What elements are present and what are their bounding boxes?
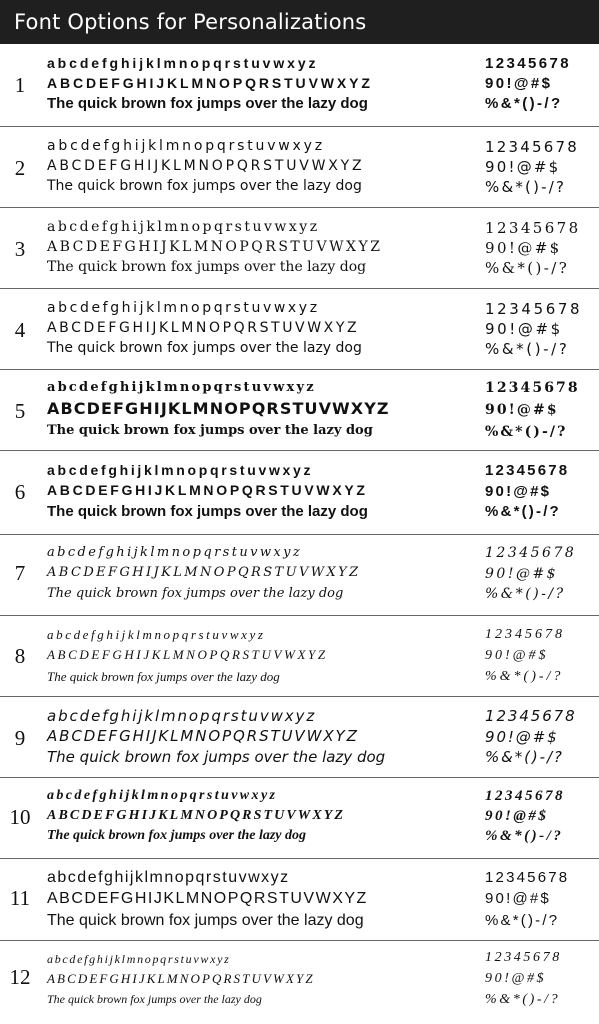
digits-sample: 12345678 [485,55,571,72]
digits-sample: 12345678 [485,380,580,396]
font-option-row-4 [0,289,599,370]
lowercase-sample: abcdefghijklmnopqrstuvwxyz [47,707,317,725]
lowercase-sample: abcdefghijklmnopqrstuvwxyz [47,952,231,966]
lowercase-sample: abcdefghijklmnopqrstuvwxyz [47,545,303,560]
uppercase-sample: ABCDEFGHIJKLMNOPQRSTUVWXYZ [47,320,360,336]
font-option-row-7 [0,535,599,616]
pangram-sample: The quick brown fox jumps over the lazy dog [47,178,362,194]
symbols-sample: %&*()-/? [485,424,568,440]
symbols-sample: %&*()-/? [485,748,564,766]
font-number: 6 [14,480,26,504]
uppercase-sample: ABCDEFGHIJKLMNOPQRSTUVWXYZ [47,890,368,907]
symbols-sample: %&*()-/? [485,828,564,844]
uppercase-sample: ABCDEFGHIJKLMNOPQRSTUVWXYZ [47,482,368,498]
font-option-row-3 [0,208,599,289]
digits-symbols-sample: 90!@#$ [485,75,553,92]
lowercase-sample: abcdefghijklmnopqrstuvwxyz [47,788,278,803]
digits-sample: 12345678 [485,788,565,804]
font-option-row-2 [0,127,599,208]
digits-symbols-sample: 90!@#$ [485,402,559,418]
digits-symbols-sample: 90!@#$ [485,483,552,500]
font-number: 4 [14,318,26,342]
digits-symbols-sample: 90!@#$ [485,648,549,663]
symbols-sample: %&*()-/? [485,95,563,112]
uppercase-sample: ABCDEFGHIJKLMNOPQRSTUVWXYZ [47,808,346,823]
lowercase-sample: abcdefghijklmnopqrstuvwxyz [47,869,290,886]
digits-sample: 12345678 [485,545,577,561]
pangram-sample: The quick brown fox jumps over the lazy dog [47,912,364,929]
font-option-row-10 [0,778,599,859]
pangram-sample: The quick brown fox jumps over the lazy dog [47,828,307,843]
page-title: Font Options for Personalizations [0,0,599,44]
digits-symbols-sample: 90!@#$ [485,808,549,824]
digits-symbols-sample: 90!@#$ [485,239,562,257]
font-number: 9 [14,726,26,750]
font-number: 3 [14,237,26,261]
font-number: 8 [14,644,26,668]
font-options-list [0,44,599,1024]
digits-symbols-sample: 90!@#$ [485,158,561,176]
digits-symbols-sample: 90!@#$ [485,566,559,582]
digits-symbols-sample: 90!@#$ [485,890,551,907]
font-number: 10 [9,805,31,829]
symbols-sample: %&*()-/? [485,503,561,520]
uppercase-sample: ABCDEFGHIJKLMNOPQRSTUVWXYZ [47,399,390,418]
lowercase-sample: abcdefghijklmnopqrstuvwxyz [47,380,316,395]
lowercase-sample: abcdefghijklmnopqrstuvwxyz [47,462,314,478]
uppercase-sample: ABCDEFGHIJKLMNOPQRSTUVWXYZ [47,158,365,174]
uppercase-sample: ABCDEFGHIJKLMNOPQRSTUVWXYZ [47,647,328,662]
digits-sample: 12345678 [485,300,583,318]
digits-symbols-sample: 90!@#$ [485,320,563,338]
symbols-sample: %&*()-/? [485,586,566,602]
digits-sample: 12345678 [485,462,570,479]
lowercase-sample: abcdefghijklmnopqrstuvwxyz [47,138,325,154]
symbols-sample: %&*()-/? [485,669,564,684]
font-number: 2 [14,156,26,180]
pangram-sample: The quick brown fox jumps over the lazy dog [47,259,367,275]
font-option-row-12 [0,941,599,1022]
uppercase-sample: ABCDEFGHIJKLMNOPQRSTUVWXYZ [47,75,373,91]
uppercase-sample: ABCDEFGHIJKLMNOPQRSTUVWXYZ [47,239,383,255]
digits-symbols-sample: 90!@#$ [485,728,559,746]
pangram-sample: The quick brown fox jumps over the lazy dog [47,340,362,356]
uppercase-sample: ABCDEFGHIJKLMNOPQRSTUVWXYZ [47,971,315,986]
symbols-sample: %&*()-/? [485,259,570,277]
lowercase-sample: abcdefghijklmnopqrstuvwxyz [47,219,320,235]
digits-sample: 12345678 [485,138,579,156]
uppercase-sample: ABCDEFGHIJKLMNOPQRSTUVWXYZ [47,565,361,580]
font-option-row-5 [0,370,599,451]
font-option-row-6 [0,451,599,532]
pangram-sample: The quick brown fox jumps over the lazy dog [47,992,262,1006]
pangram-sample: The quick brown fox jumps over the lazy dog [47,586,344,601]
lowercase-sample: abcdefghijklmnopqrstuvwxyz [47,55,319,71]
digits-sample: 12345678 [485,219,581,237]
font-option-row-11 [0,859,599,940]
digits-sample: 12345678 [485,707,577,725]
font-number: 12 [9,965,31,989]
uppercase-sample: ABCDEFGHIJKLMNOPQRSTUVWXYZ [47,727,359,745]
font-number: 1 [14,73,26,97]
font-option-row-8 [0,616,599,697]
font-number: 11 [9,886,31,910]
symbols-sample: %&*()-/? [485,992,561,1007]
lowercase-sample: abcdefghijklmnopqrstuvwxyz [47,300,320,316]
pangram-sample: The quick brown fox jumps over the lazy dog [47,669,280,684]
pangram-sample: The quick brown fox jumps over the lazy dog [47,503,368,520]
lowercase-sample: abcdefghijklmnopqrstuvwxyz [47,627,266,642]
pangram-sample: The quick brown fox jumps over the lazy dog [47,95,368,112]
symbols-sample: %&*()-/? [485,912,560,929]
digits-sample: 12345678 [485,627,565,642]
font-number: 5 [14,399,26,423]
font-option-row-1 [0,44,599,125]
font-number: 7 [14,561,26,585]
font-option-row-9 [0,697,599,778]
symbols-sample: %&*()-/? [485,178,567,196]
digits-symbols-sample: 90!@#$ [485,971,547,986]
pangram-sample: The quick brown fox jumps over the lazy dog [47,748,386,766]
symbols-sample: %&*()-/? [485,340,570,358]
digits-sample: 12345678 [485,950,562,965]
digits-sample: 12345678 [485,869,570,886]
pangram-sample: The quick brown fox jumps over the lazy dog [47,423,373,438]
